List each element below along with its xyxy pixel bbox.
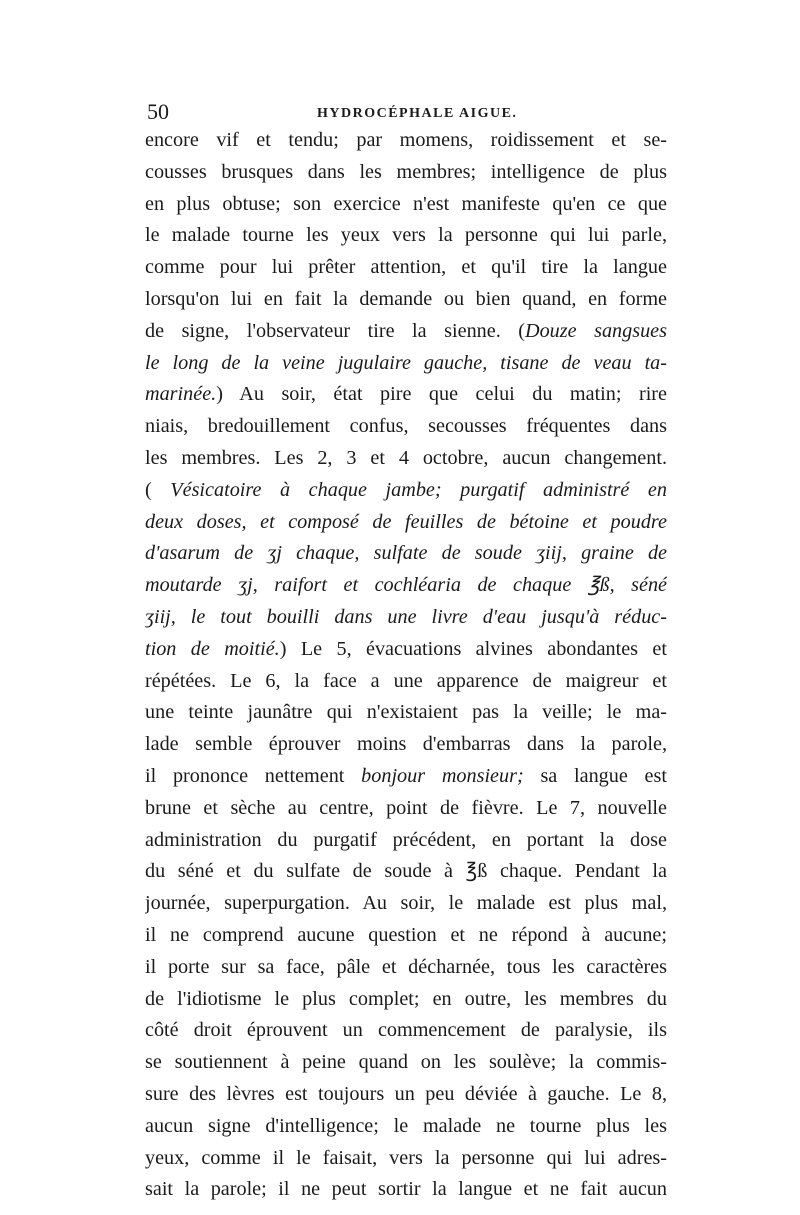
text-line xyxy=(145,157,667,189)
text-run: se soutiennent à peine quand on les soulève; la commis- xyxy=(145,1051,667,1074)
text-line xyxy=(145,1079,667,1111)
text-line xyxy=(145,125,667,157)
text-run: une teinte jaunâtre qui n'existaient pas la veille; le ma- xyxy=(145,701,667,724)
text-line xyxy=(145,761,667,793)
text-line xyxy=(145,920,667,952)
italic-run: Douze sangsues xyxy=(525,319,667,342)
running-head xyxy=(147,97,667,127)
text-line xyxy=(145,379,667,411)
italic-run: marinée. xyxy=(145,383,217,406)
text-run: côté droit éprouvent un commencement de paralysie, ils xyxy=(145,1019,667,1042)
text-line xyxy=(145,1143,667,1175)
text-line xyxy=(145,952,667,984)
text-line xyxy=(145,1111,667,1143)
italic-run: moutarde ʒj, raifort et cochléaria de chaque ℥ß, séné xyxy=(145,574,667,597)
text-run: niais, bredouillement confus, secousses fréquentes dans xyxy=(145,415,667,438)
text-line xyxy=(145,538,667,570)
text-line xyxy=(145,1015,667,1047)
text-run: de signe, l'observateur tire la sienne. ( xyxy=(145,319,525,342)
text-run: du séné et du sulfate de soude à ℥ß chaque. Pendant la xyxy=(145,860,667,883)
text-run: les membres. Les 2, 3 et 4 octobre, aucun changement. xyxy=(145,446,667,469)
text-line xyxy=(145,252,667,284)
text-run: ) Le 5, évacuations alvines abondantes et xyxy=(279,637,667,660)
running-title: HYDROCÉPHALE AIGUE. xyxy=(317,106,518,121)
text-line xyxy=(145,316,667,348)
text-run: répétées. Le 6, la face a une apparence de maigreur et xyxy=(145,669,667,692)
text-line xyxy=(145,825,667,857)
italic-run: deux doses, et composé de feuilles de bétoine et poudre xyxy=(145,510,667,533)
text-run: yeux, comme il le faisait, vers la personne qui lui adres- xyxy=(145,1146,667,1169)
text-run: aucun signe d'intelligence; le malade ne tourne plus les xyxy=(145,1114,667,1137)
text-line xyxy=(145,284,667,316)
text-run: brune et sèche au centre, point de fièvre. Le 7, nouvelle xyxy=(145,796,667,819)
text-line xyxy=(145,729,667,761)
text-line xyxy=(145,1174,667,1206)
italic-run: d'asarum de ʒj chaque, sulfate de soude ʒiij, graine de xyxy=(145,542,667,565)
text-line xyxy=(145,697,667,729)
text-line xyxy=(145,793,667,825)
text-run: en plus obtuse; son exercice n'est manifeste qu'en ce que xyxy=(145,192,667,215)
text-run: sa langue est xyxy=(523,764,667,787)
text-line xyxy=(145,856,667,888)
text-run: sait la parole; il ne peut sortir la langue et ne fait aucun xyxy=(145,1178,667,1201)
body-text xyxy=(145,125,667,1206)
text-run: cousses brusques dans les membres; intelligence de plus xyxy=(145,160,667,183)
text-run: administration du purgatif précédent, en portant la dose xyxy=(145,828,667,851)
text-run: il ne comprend aucune question et ne répond à aucune; xyxy=(145,923,667,946)
text-line xyxy=(145,1047,667,1079)
text-line xyxy=(145,888,667,920)
italic-run: Vésicatoire à chaque jambe; purgatif administré en xyxy=(170,478,667,501)
text-line xyxy=(145,348,667,380)
text-run: ) Au soir, état pire que celui du matin; rire xyxy=(216,383,667,406)
text-run: lorsqu'on lui en fait la demande ou bien quand, en forme xyxy=(145,287,667,310)
text-run: encore vif et tendu; par momens, roidissement et se- xyxy=(145,129,667,151)
text-run: le malade tourne les yeux vers la personne qui lui parle, xyxy=(145,224,667,247)
text-line xyxy=(145,570,667,602)
text-line xyxy=(145,634,667,666)
text-line xyxy=(145,443,667,475)
text-line xyxy=(145,507,667,539)
text-line xyxy=(145,189,667,221)
text-run: sure des lèvres est toujours un peu déviée à gauche. Le 8, xyxy=(145,1082,667,1105)
text-line xyxy=(145,475,667,507)
italic-run: bonjour monsieur; xyxy=(361,764,524,787)
italic-run: le long de la veine jugulaire gauche, tisane de veau ta- xyxy=(145,351,667,374)
italic-run: ʒiij, le tout bouilli dans une livre d'eau jusqu'à réduc- xyxy=(145,605,667,628)
text-run: comme pour lui prêter attention, et qu'il tire la langue xyxy=(145,256,667,279)
text-run: lade semble éprouver moins d'embarras dans la parole, xyxy=(145,733,667,756)
text-run: il porte sur sa face, pâle et décharnée, tous les caractères xyxy=(145,955,667,978)
text-line xyxy=(145,220,667,252)
italic-run: tion de moitié. xyxy=(145,637,280,660)
text-line xyxy=(145,602,667,634)
text-line xyxy=(145,666,667,698)
text-run: journée, superpurgation. Au soir, le malade est plus mal, xyxy=(145,892,667,915)
text-run: ( xyxy=(145,478,171,501)
text-run: de l'idiotisme le plus complet; en outre, les membres du xyxy=(145,987,667,1010)
text-line xyxy=(145,984,667,1016)
text-line xyxy=(145,411,667,443)
text-run: il prononce nettement xyxy=(145,764,362,787)
page-number: 50 xyxy=(147,99,169,124)
